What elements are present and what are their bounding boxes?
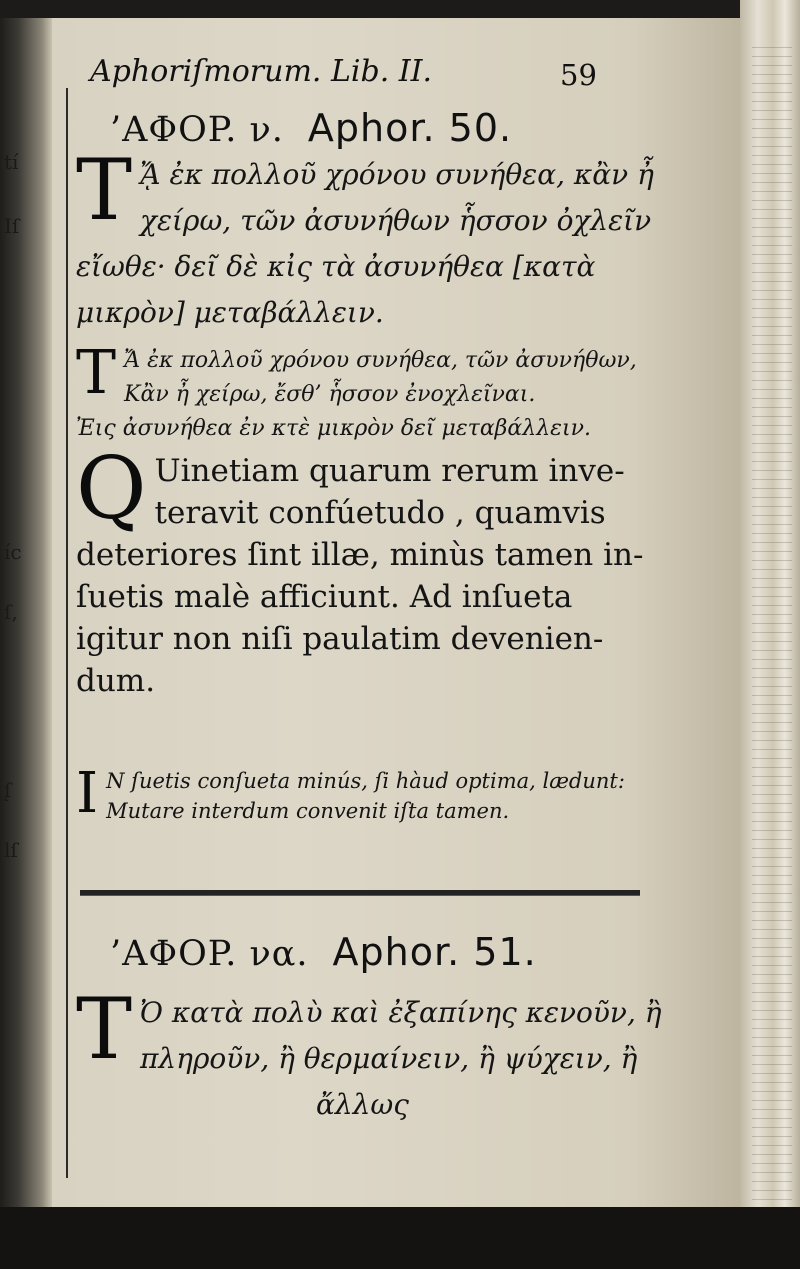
margin-fragment: íc [4,540,22,564]
greek-prose-block [76,338,637,446]
margin-fragment: ſ̨ [4,778,12,802]
latin-verse [76,761,636,826]
verse-line: Mutare interdum convenit iſta tamen. [106,799,510,823]
drop-cap: I [76,761,99,826]
latin-translation [76,439,644,702]
greek-line: Ὀ κατὰ πολὺ καὶ ἐξαπίνης κενοῦν, ἢ [140,996,662,1029]
greek-line: ᾌ ἐκ πολλοῦ χρόνου συνήθεα, κἂν ἦ [140,158,654,191]
running-head: Aphoriſmorum. Lib. II. [90,54,433,89]
greek-line: εἴωθε· δεῖ δὲ κἰς τὰ ἀσυνήθεα [κατὰ [76,250,596,283]
page-edges [740,0,800,1269]
page-edge-lines [752,40,792,1200]
greek-heading: ’AΦOP. να. [110,934,309,974]
greek-line: Ἄ ἐκ πολλοῦ χρόνου συνήθεα, τῶν ἀσυνήθων, [124,348,637,373]
latin-line: Uinetiam quarum rerum inve- [154,453,625,489]
latin-line: igitur non niſi paulatim devenien- [76,621,604,657]
margin-rule [66,88,68,1178]
greek-line: μικρὸν] μεταβάλλειν. [76,296,384,329]
greek-verse-block [76,980,662,1128]
greek-line: χείρω, τῶν ἀσυνήθων ἧσσον ὀχλεῖν [140,204,652,237]
book-page [0,18,740,1208]
margin-fragment: ſ, [4,600,18,624]
greek-line: πληροῦν, ἢ θερμαίνειν, ἢ ψύχειν, ἢ [140,1042,638,1075]
greek-heading: ’AΦOP. ν. [110,110,284,150]
greek-verse-block [76,141,654,336]
drop-cap: Q [76,439,147,539]
greek-line: Κἂν ἦ χείρω, ἔσθ’ ἧσσον ἐνοχλεῖναι. [124,382,536,407]
aphor-label: Aphor. 51. [332,930,537,974]
section-divider [80,890,640,896]
greek-line: Ἐις ἀσυνήθεα ἐν κτὲ μικρὸν δεῖ μεταβάλλειν. [76,416,591,441]
margin-fragment: Iſ [4,214,20,238]
drop-cap: T [76,980,133,1078]
page-number: 59 [560,58,597,92]
latin-line: deteriores ſint illæ, minùs tamen in- [76,537,644,573]
margin-fragment: tí [4,150,19,174]
drop-cap: T [76,338,117,408]
greek-line: ἄλλως [316,1088,409,1121]
latin-line: teravit confúetudo , quamvis [154,495,606,531]
drop-cap: T [76,141,133,239]
aphorism-51-heading [110,930,537,974]
verse-line: N ſuetis conſueta minús, ſi hàud optima, lædunt: [106,769,625,793]
aphorism-50-heading [110,106,512,150]
margin-fragment: lſ [4,838,18,862]
latin-line: dum. [76,663,156,699]
latin-line: ſuetis malè afficiunt. Ad inſueta [76,579,573,615]
background-bottom [0,1207,800,1269]
aphor-label: Aphor. 50. [307,106,513,150]
